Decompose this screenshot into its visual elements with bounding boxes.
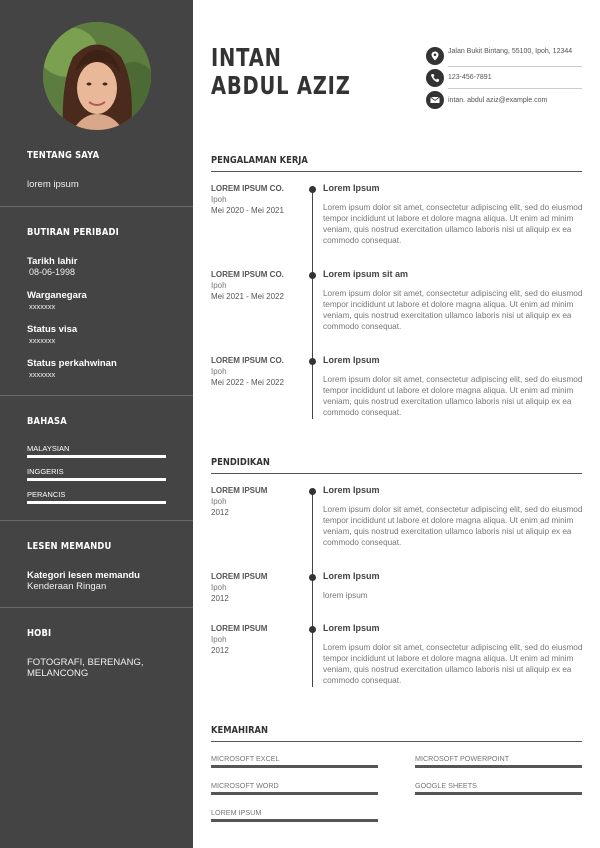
phone-icon	[426, 69, 444, 87]
experience-dates: Mei 2022 - Mei 2022	[211, 378, 284, 387]
timeline-dot	[309, 186, 316, 193]
location-pin-icon	[426, 47, 444, 65]
education-title-item: Lorem Ipsum	[323, 623, 380, 633]
skills-title: KEMAHIRAN	[211, 725, 268, 736]
experience-desc: Lorem ipsum dolor sit amet, consectetur adipiscing elit, sed do eiusmod tempor incididunt ut labore et dolore magna aliqua. Ut enim ad minim veniam, quis nostrud exercitation ullamco laboris nisi ut aliquip ex ea commodo consequat.	[323, 203, 583, 245]
experience-desc: Lorem ipsum dolor sit amet, consectetur adipiscing elit, sed do eiusmod tempor incididunt ut labore et dolore magna aliqua. Ut enim ad minim veniam, quis nostrud exercitation ullamco laboris nisi ut aliquip ex ea commodo consequat.	[323, 289, 583, 331]
visa-value: xxxxxxx	[29, 336, 56, 345]
dob-value: 08-06-1998	[29, 267, 76, 277]
contact-phone: 123-456-7891	[448, 74, 492, 81]
skill-level-bar	[211, 819, 378, 822]
skill-level-bar	[211, 792, 378, 795]
marital-value: xxxxxxx	[29, 370, 56, 379]
education-org: LOREM IPSUM	[211, 486, 268, 495]
language-name: INGGERIS	[27, 467, 64, 476]
experience-org: LOREM IPSUM CO.	[211, 270, 284, 279]
license-title: LESEN MEMANDU	[27, 541, 112, 552]
experience-role: Lorem Ipsum	[323, 183, 380, 193]
timeline-dot	[309, 488, 316, 495]
sidebar-divider	[0, 395, 193, 396]
education-title-item: Lorem Ipsum	[323, 485, 380, 495]
sidebar-divider	[0, 607, 193, 608]
sidebar	[0, 0, 193, 848]
language-title: BAHASA	[27, 416, 67, 427]
dob-label: Tarikh lahir	[27, 256, 78, 267]
skill-name: LOREM IPSUM	[211, 808, 262, 817]
experience-org: LOREM IPSUM CO.	[211, 184, 284, 193]
sidebar-divider	[0, 520, 193, 521]
contact-divider	[448, 66, 582, 67]
section-divider	[211, 473, 582, 474]
experience-location: Ipoh	[211, 281, 227, 290]
skill-level-bar	[211, 765, 378, 768]
nationality-value: xxxxxxx	[29, 302, 56, 311]
contact-divider	[448, 88, 582, 89]
nationality-label: Warganegara	[27, 290, 87, 301]
sidebar-divider	[0, 206, 193, 207]
license-label: Kategori lesen memandu	[27, 570, 140, 581]
experience-timeline	[312, 187, 313, 419]
hobby-text-line2: MELANCONG	[27, 668, 89, 679]
experience-dates: Mei 2020 - Mei 2021	[211, 206, 284, 215]
language-name: MALAYSIAN	[27, 444, 70, 453]
experience-org: LOREM IPSUM CO.	[211, 356, 284, 365]
education-timeline	[312, 490, 313, 687]
experience-role: Lorem ipsum sit am	[323, 269, 409, 279]
education-dates: 2012	[211, 646, 229, 655]
skill-name: MICROSOFT POWERPOINT	[415, 754, 510, 763]
education-dates: 2012	[211, 508, 229, 517]
language-level-bar	[27, 478, 166, 481]
education-location: Ipoh	[211, 583, 227, 592]
skill-level-bar	[415, 765, 582, 768]
last-name: ABDUL AZIZ	[211, 71, 351, 100]
hobby-title: HOBI	[27, 628, 52, 639]
hobby-text-line1: FOTOGRAFI, BERENANG,	[27, 657, 144, 668]
language-level-bar	[27, 455, 166, 458]
experience-title: PENGALAMAN KERJA	[211, 155, 308, 166]
timeline-dot	[309, 574, 316, 581]
experience-location: Ipoh	[211, 195, 227, 204]
about-title: TENTANG SAYA	[27, 150, 100, 161]
education-location: Ipoh	[211, 497, 227, 506]
education-org: LOREM IPSUM	[211, 624, 268, 633]
timeline-dot	[309, 626, 316, 633]
education-desc: lorem ipsum	[323, 591, 368, 600]
section-divider	[211, 741, 582, 742]
experience-location: Ipoh	[211, 367, 227, 376]
contact-address: Jalan Bukit Bintang, 55100, Ipoh, 12344	[448, 48, 573, 55]
contact-email: intan. abdul aziz@example.com	[448, 97, 548, 104]
experience-dates: Mei 2021 - Mei 2022	[211, 292, 284, 301]
education-title-item: Lorem Ipsum	[323, 571, 380, 581]
experience-desc: Lorem ipsum dolor sit amet, consectetur adipiscing elit, sed do eiusmod tempor incididunt ut labore et dolore magna aliqua. Ut enim ad minim veniam, quis nostrud exercitation ullamco laboris nisi ut aliquip ex ea commodo consequat.	[323, 375, 583, 417]
experience-role: Lorem Ipsum	[323, 355, 380, 365]
timeline-dot	[309, 272, 316, 279]
skill-name: MICROSOFT WORD	[211, 781, 279, 790]
education-desc: Lorem ipsum dolor sit amet, consectetur adipiscing elit, sed do eiusmod tempor incididunt ut labore et dolore magna aliqua. Ut enim ad minim veniam, quis nostrud exercitation ullamco laboris nisi ut aliquip ex ea commodo consequat.	[323, 505, 583, 547]
marital-label: Status perkahwinan	[27, 358, 117, 369]
timeline-dot	[309, 358, 316, 365]
education-desc: Lorem ipsum dolor sit amet, consectetur adipiscing elit, sed do eiusmod tempor incididunt ut labore et dolore magna aliqua. Ut enim ad minim veniam, quis nostrud exercitation ullamco laboris nisi ut aliquip ex ea commodo consequat.	[323, 643, 583, 685]
education-title: PENDIDIKAN	[211, 457, 270, 468]
skill-name: GOOGLE SHEETS	[415, 781, 477, 790]
language-name: PERANCIS	[27, 490, 66, 499]
first-name: INTAN	[211, 43, 282, 72]
language-level-bar	[27, 501, 166, 504]
education-org: LOREM IPSUM	[211, 572, 268, 581]
about-text: lorem ipsum	[27, 179, 79, 190]
license-value: Kenderaan Ringan	[27, 581, 107, 592]
skill-name: MICROSOFT EXCEL	[211, 754, 280, 763]
education-location: Ipoh	[211, 635, 227, 644]
envelope-icon	[426, 91, 444, 109]
education-dates: 2012	[211, 594, 229, 603]
profile-photo	[43, 22, 151, 130]
section-divider	[211, 171, 582, 172]
visa-label: Status visa	[27, 324, 78, 335]
skill-level-bar	[415, 792, 582, 795]
personal-title: BUTIRAN PERIBADI	[27, 227, 119, 238]
